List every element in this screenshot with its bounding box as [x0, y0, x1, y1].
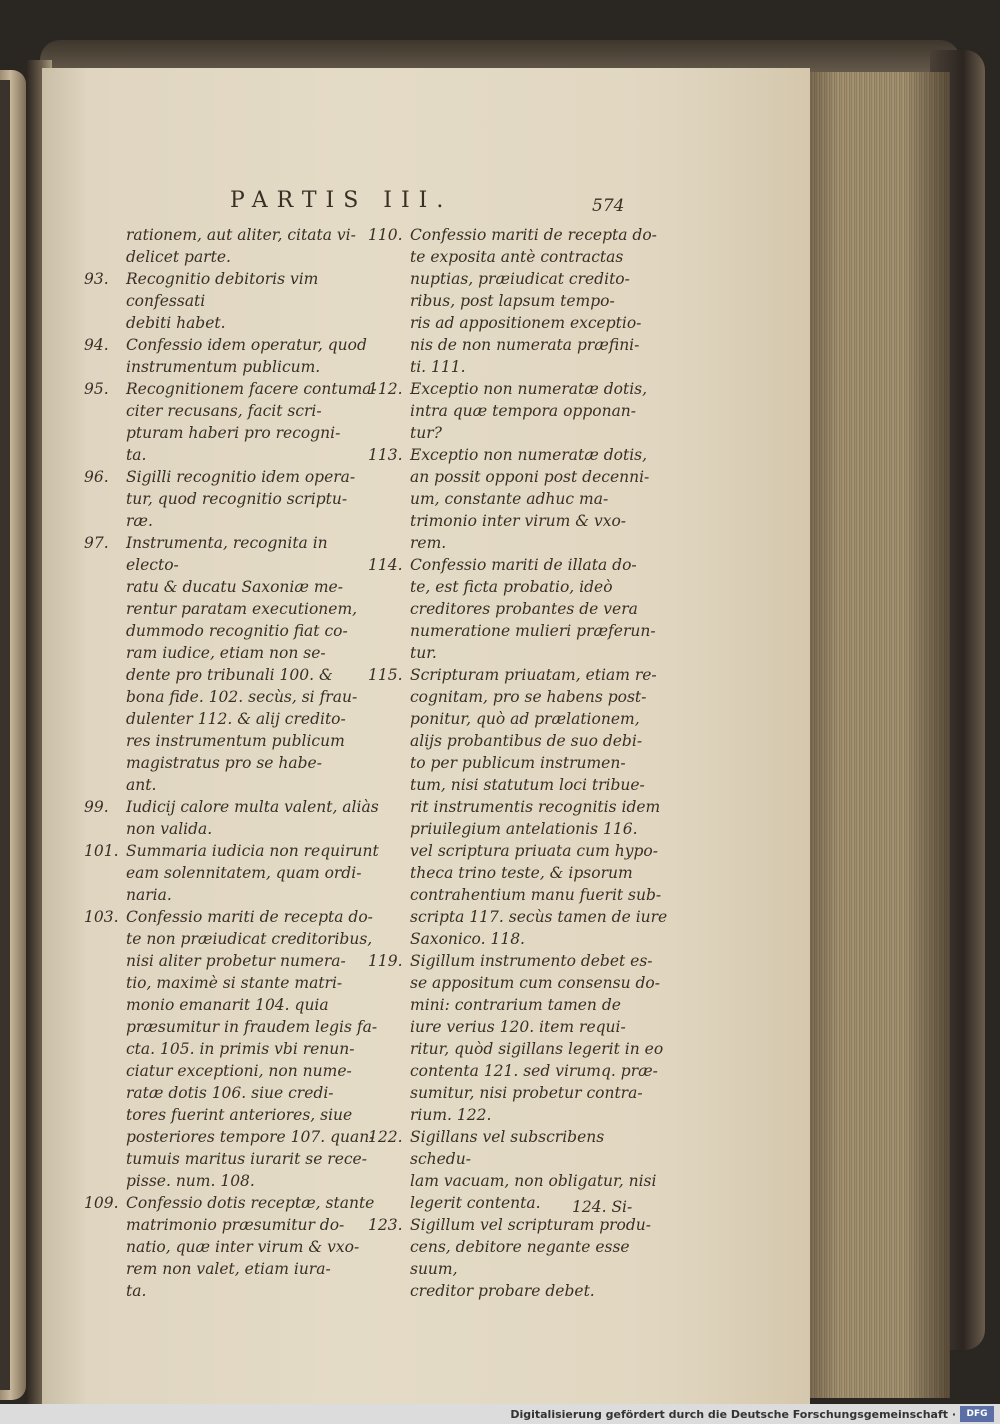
entry-number: 101. [84, 842, 119, 860]
entry-text: Confessio mariti de illata do- te, est ficta probatio, ideò creditores probantes de vera numeratione mulieri præferun- tur. [410, 556, 656, 662]
entry-text: Exceptio non numeratæ dotis, intra quæ tempora opponan- tur? [410, 380, 648, 442]
page-number: 574 [592, 196, 625, 216]
entry-text: Sigilli recognitio idem opera- tur, quod recognitio scriptu- ræ. [126, 468, 356, 530]
entry-number: 99. [84, 798, 109, 816]
right-column [368, 224, 668, 1302]
entry-number: 113. [368, 446, 403, 464]
left-page-shadow [0, 80, 10, 1390]
index-entry [84, 1192, 384, 1302]
index-entry [84, 532, 384, 796]
index-entry [84, 268, 384, 334]
index-entry [84, 906, 384, 1192]
entry-text: Confessio mariti de recepta do- te exposita antè contractas nuptias, præiudicat credito- ribus, post lapsum tempo- ris ad appositionem exceptio- nis de non numerata præfini- ti. 111. [410, 226, 657, 376]
index-entry [368, 554, 668, 664]
index-entry [368, 664, 668, 950]
index-entry [84, 224, 384, 268]
entry-number: 112. [368, 380, 403, 398]
index-entry [84, 378, 384, 466]
entry-number: 103. [84, 908, 119, 926]
entry-number: 123. [368, 1216, 403, 1234]
entry-number: 95. [84, 380, 109, 398]
index-entry [84, 466, 384, 532]
entry-number: 114. [368, 556, 403, 574]
entry-number [84, 224, 126, 268]
entry-text: Scripturam priuatam, etiam re- cognitam, pro se habens post- ponitur, quò ad prælationem, alijs probantibus de suo debi- to per publicum instrumen- tum, nisi statutum loci tribue- rit instrumentis recognitis idem priuilegium antelationis 116. vel scriptura priuata cum hypo- theca trino teste, & ipsorum contrahentium manu fuerit sub- scripta 117. secùs tamen de iure Saxonico. 118. [410, 666, 668, 948]
entry-number: 109. [84, 1194, 119, 1212]
entry-text: Summaria iudicia non requirunt eam solennitatem, quam ordi- naria. [126, 842, 379, 904]
entry-number: 115. [368, 666, 403, 684]
footer-credit: Digitalisierung gefördert durch die Deutsche Forschungsgemeinschaft · [510, 1408, 956, 1421]
catchword: 124. Si- [572, 1198, 633, 1216]
index-entry [368, 1214, 668, 1302]
dfg-logo: DFG [960, 1406, 994, 1422]
index-entry [368, 950, 668, 1126]
index-entry [84, 334, 384, 378]
entry-text: Instrumenta, recognita in electo- ratu & ducatu Saxoniæ me- rentur paratam executionem, dummodo recognitio fiat co- ram iudice, etiam non se- dente pro tribunali 100. & bona fide. 102. secùs, si frau- dulenter 112. & alij credito- res instrumentum publicum magistratus pro se habe- ant. [126, 534, 358, 794]
entry-text: Sigillum instrumento debet es- se appositum cum consensu do- mini: contrarium tamen de iure verius 120. item requi- ritur, quòd sigillans legerit in eo contenta 121. sed virumq. præ- sumitur, nisi probetur contra- rium. 122. [410, 952, 664, 1124]
index-entry [368, 444, 668, 554]
entry-text: Recognitio debitoris vim confessati debiti habet. [126, 270, 319, 332]
entry-text: Iudicij calore multa valent, aliàs non valida. [126, 798, 379, 838]
entry-number: 97. [84, 534, 109, 552]
entry-number: 122. [368, 1128, 403, 1146]
entry-number: 110. [368, 226, 403, 244]
entry-text: Exceptio non numeratæ dotis, an possit opponi post decenni- um, constante adhuc ma- trimonio inter virum & vxo- rem. [410, 446, 650, 552]
entry-text: Recognitionem facere contuma- citer recusans, facit scri- pturam haberi pro recogni- ta. [126, 380, 377, 464]
running-heading: PARTIS III. [230, 188, 453, 213]
entry-number: 119. [368, 952, 403, 970]
entry-text: Confessio idem operatur, quod instrumentum publicum. [126, 336, 367, 376]
entry-text: Sigillans vel subscribens schedu- lam vacuam, non obligatur, nisi legerit contenta. [410, 1128, 657, 1212]
page-edges-shade [800, 72, 950, 1398]
entry-number: 94. [84, 336, 109, 354]
entry-number: 96. [84, 468, 109, 486]
entry-text: Sigillum vel scripturam produ- cens, debitore negante esse suum, creditor probare debet. [410, 1216, 652, 1300]
entry-text: rationem, aut aliter, citata vi- delicet parte. [126, 226, 356, 266]
index-entry [368, 378, 668, 444]
left-column [84, 224, 384, 1302]
entry-text: Confessio mariti de recepta do- te non præiudicat creditoribus, nisi aliter probetur numera- tio, maximè si stante matri- monio emanarit 104. quia præsumitur in fraudem legis fa- cta. 105. in primis vbi renun- ciatur exceptioni, non nume- ratæ dotis 106. siue credi- tores fuerint anteriores, siue posteriores tempore 107. quan- tumuis maritus iurarit se rece- pisse. num. 108. [126, 908, 378, 1190]
index-entry [84, 840, 384, 906]
entry-number: 93. [84, 270, 109, 288]
entry-text: Confessio dotis receptæ, stante matrimonio præsumitur do- natio, quæ inter virum & vxo- rem non valet, etiam iura- ta. [126, 1194, 375, 1300]
index-entry [84, 796, 384, 840]
index-entry [368, 224, 668, 378]
